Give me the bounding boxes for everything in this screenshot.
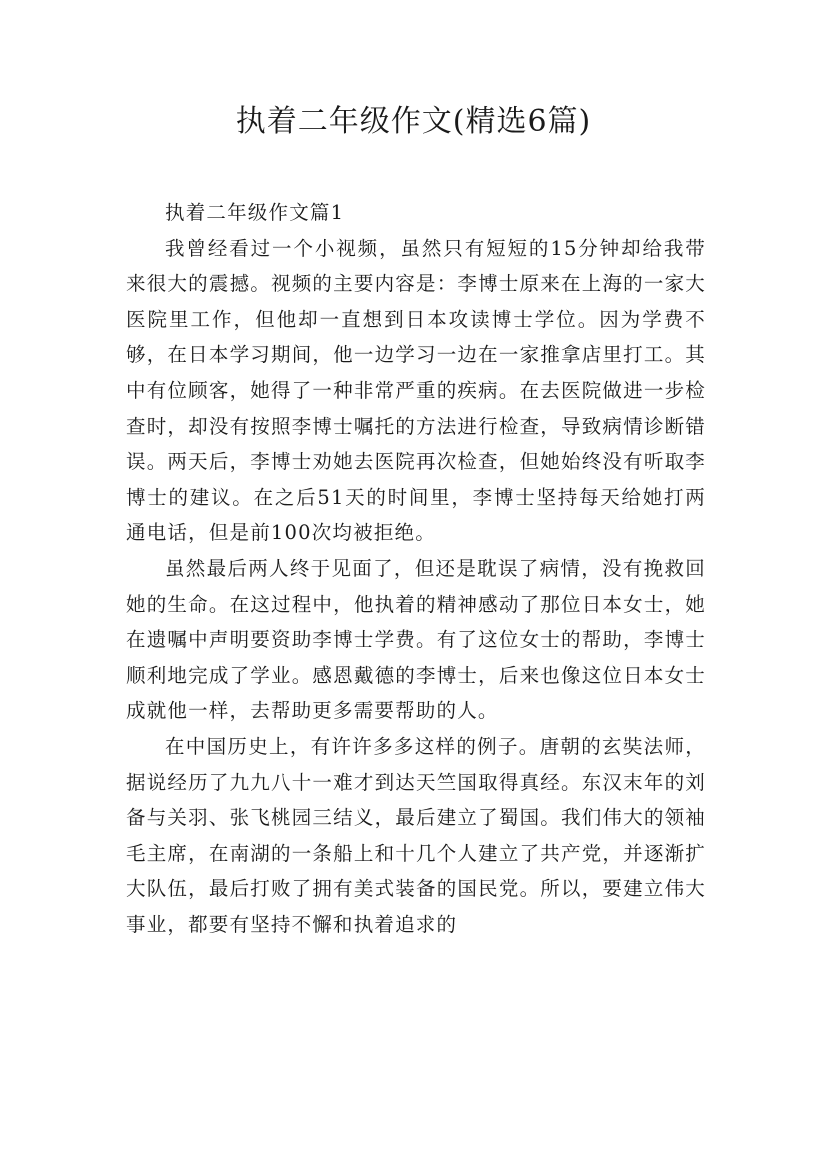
paragraph: 我曾经看过一个小视频，虽然只有短短的15分钟却给我带来很大的震撼。视频的主要内容是：李博士原来在上海的一家大医院里工作，但他却一直想到日本攻读博士学位。因为学费不够，在日本学习期间，他一边学习一边在一家推拿店里打工。其中有位顾客，她得了一种非常严重的疾病。在去医院做进一步检查时，却没有按照李博士嘱托的方法进行检查，导致病情诊断错误。两天后，李博士劝她去医院再次检查，但她始终没有听取李博士的建议。在之后51天的时间里，李博士坚持每天给她打两通电话，但是前100次均被拒绝。 (126, 236, 706, 545)
paragraph: 在中国历史上，有许许多多这样的例子。唐朝的玄奘法师，据说经历了九九八十一难才到达天竺国取得真经。东汉末年的刘备与关羽、张飞桃园三结义，最后建立了蜀国。我们伟大的领袖毛主席，在南湖的一条船上和十几个人建立了共产党，并逐渐扩大队伍，最后打败了拥有美式装备的国民党。所以，要建立伟大事业，都要有坚持不懈和执着追求的 (126, 734, 706, 936)
document-title: 执着二年级作文(精选6篇) (235, 104, 592, 139)
document-body (126, 195, 706, 942)
section-heading: 执着二年级作文篇1 (165, 201, 345, 224)
paragraph: 虽然最后两人终于见面了，但还是耽误了病情，没有挽救回她的生命。在这过程中，他执着的精神感动了那位日本女士，她在遗嘱中声明要资助李博士学费。有了这位女士的帮助，李博士顺利地完成了学业。感恩戴德的李博士，后来也像这位日本女士成就他一样，去帮助更多需要帮助的人。 (126, 556, 706, 723)
